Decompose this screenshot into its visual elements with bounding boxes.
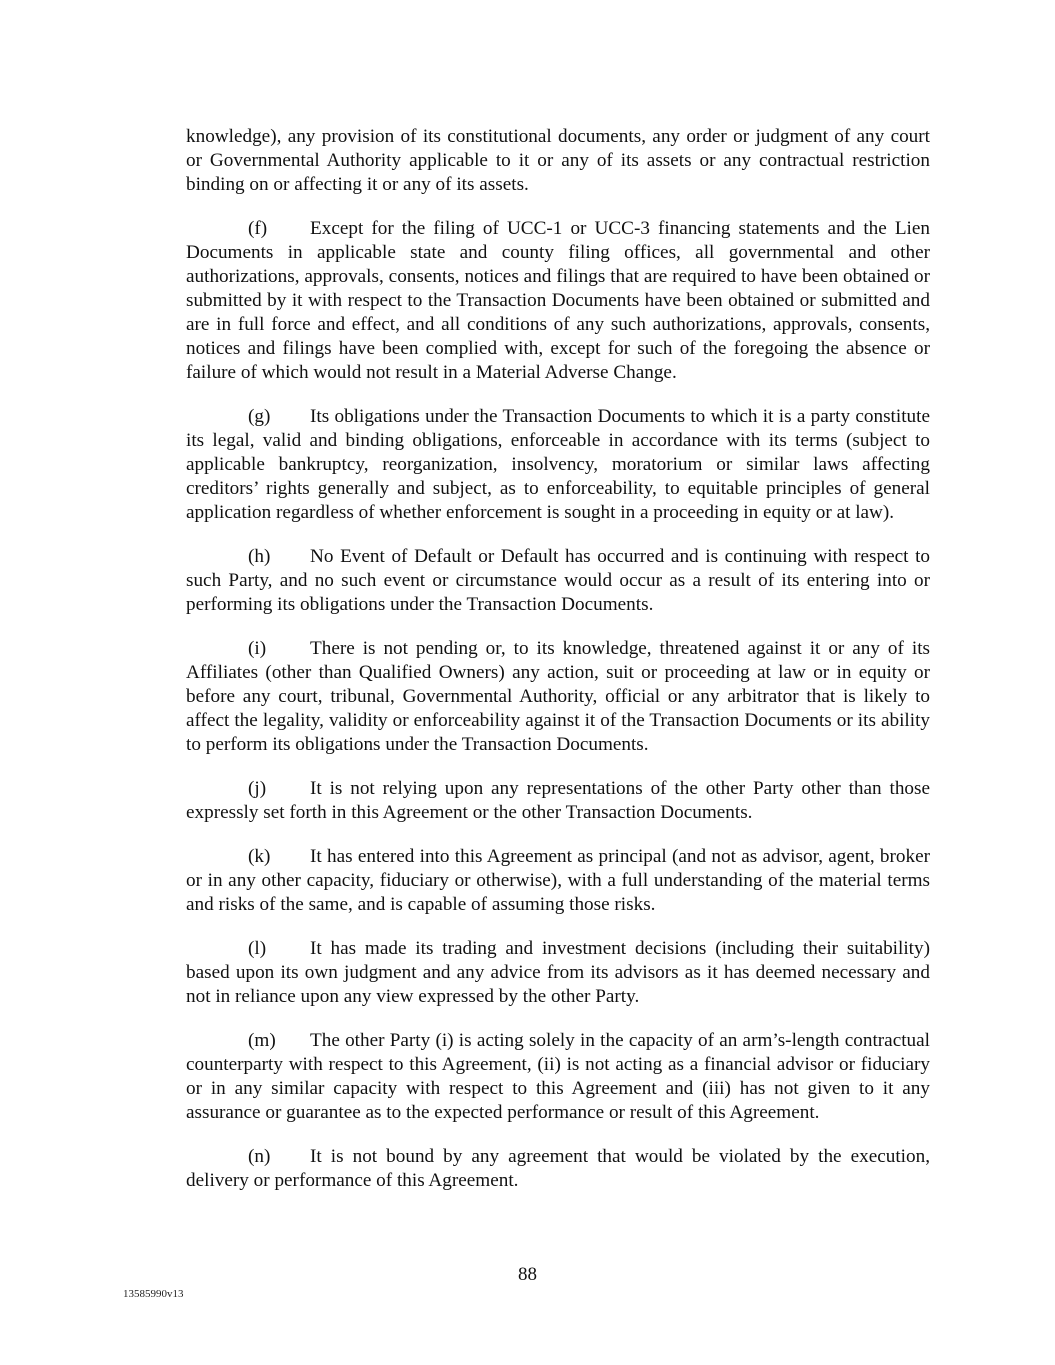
clause-label: (m) — [248, 1030, 276, 1051]
clause-label: (j) — [248, 778, 267, 799]
clause-label: (h) — [248, 546, 271, 567]
clause-text: Its obligations under the Transaction Documents to which it is a party constitute its legal, valid and binding obligations, enforceable in accordance with its terms (subject to applicable bankruptcy, reorganization, insolvency, moratorium or similar laws affecting creditors’ rights generally and subject, as to enforceability, to equitable principles of general application regardless of whether enforcement is sought in a proceeding in equity or at law). — [186, 406, 930, 523]
clause-h — [186, 545, 930, 617]
clause-text: It is not relying upon any representations of the other Party other than those expressly set forth in this Agreement or the other Transaction Documents. — [186, 778, 930, 823]
clause-f — [186, 217, 930, 385]
clause-text: No Event of Default or Default has occurred and is continuing with respect to such Party, and no such event or circumstance would occur as a result of its entering into or performing its obligations under the Transaction Documents. — [186, 546, 930, 615]
clause-label: (n) — [248, 1146, 271, 1167]
clause-k — [186, 845, 930, 917]
clause-text: Except for the filing of UCC-1 or UCC-3 financing statements and the Lien Documents in applicable state and county filing offices, all governmental and other authorizations, approvals, consents, notices and filings that are required to have been obtained or submitted by it with respect to the Transaction Documents have been obtained or submitted and are in full force and effect, and all conditions of any such authorizations, approvals, consents, notices and filings have been complied with, except for such of the foregoing the absence or failure of which would not result in a Material Adverse Change. — [186, 218, 930, 383]
clause-text: It has made its trading and investment decisions (including their suitability) based upon its own judgment and any advice from its advisors as it has deemed necessary and not in reliance upon any view expressed by the other Party. — [186, 938, 930, 1007]
clause-label: (f) — [248, 218, 268, 239]
page-number: 88 — [518, 1264, 537, 1285]
clause-i — [186, 637, 930, 757]
clause-text: It is not bound by any agreement that would be violated by the execution, delivery or performance of this Agreement. — [186, 1146, 930, 1191]
clause-n — [186, 1145, 930, 1193]
clause-j — [186, 777, 930, 825]
document-id: 13585990v13 — [123, 1288, 184, 1300]
clause-l — [186, 937, 930, 1009]
continuation-paragraph: knowledge), any provision of its constitutional documents, any order or judgment of any court or Governmental Authority applicable to it or any of its assets or any contractual restriction binding on or affecting it or any of its assets. — [186, 126, 930, 195]
clause-g — [186, 405, 930, 525]
clause-label: (g) — [248, 406, 271, 427]
document-body — [186, 125, 930, 1213]
clause-label: (i) — [248, 638, 267, 659]
clause-m — [186, 1029, 930, 1125]
clause-label: (l) — [248, 938, 267, 959]
clause-label: (k) — [248, 846, 271, 867]
clause-text: There is not pending or, to its knowledge, threatened against it or any of its Affiliates (other than Qualified Owners) any action, suit or proceeding at law or in equity or before any court, tribunal, Governmental Authority, official or any arbitrator that is likely to affect the legality, validity or enforceability against it of the Transaction Documents or its ability to perform its obligations under the Transaction Documents. — [186, 638, 930, 755]
clause-text: It has entered into this Agreement as principal (and not as advisor, agent, broker or in any other capacity, fiduciary or otherwise), with a full understanding of the material terms and risks of the same, and is capable of assuming those risks. — [186, 846, 930, 915]
clause-text: The other Party (i) is acting solely in the capacity of an arm’s-length contractual counterparty with respect to this Agreement, (ii) is not acting as a financial advisor or fiduciary or in any similar capacity with respect to this Agreement and (iii) has not given to it any assurance or guarantee as to the expected performance or result of this Agreement. — [186, 1030, 930, 1123]
